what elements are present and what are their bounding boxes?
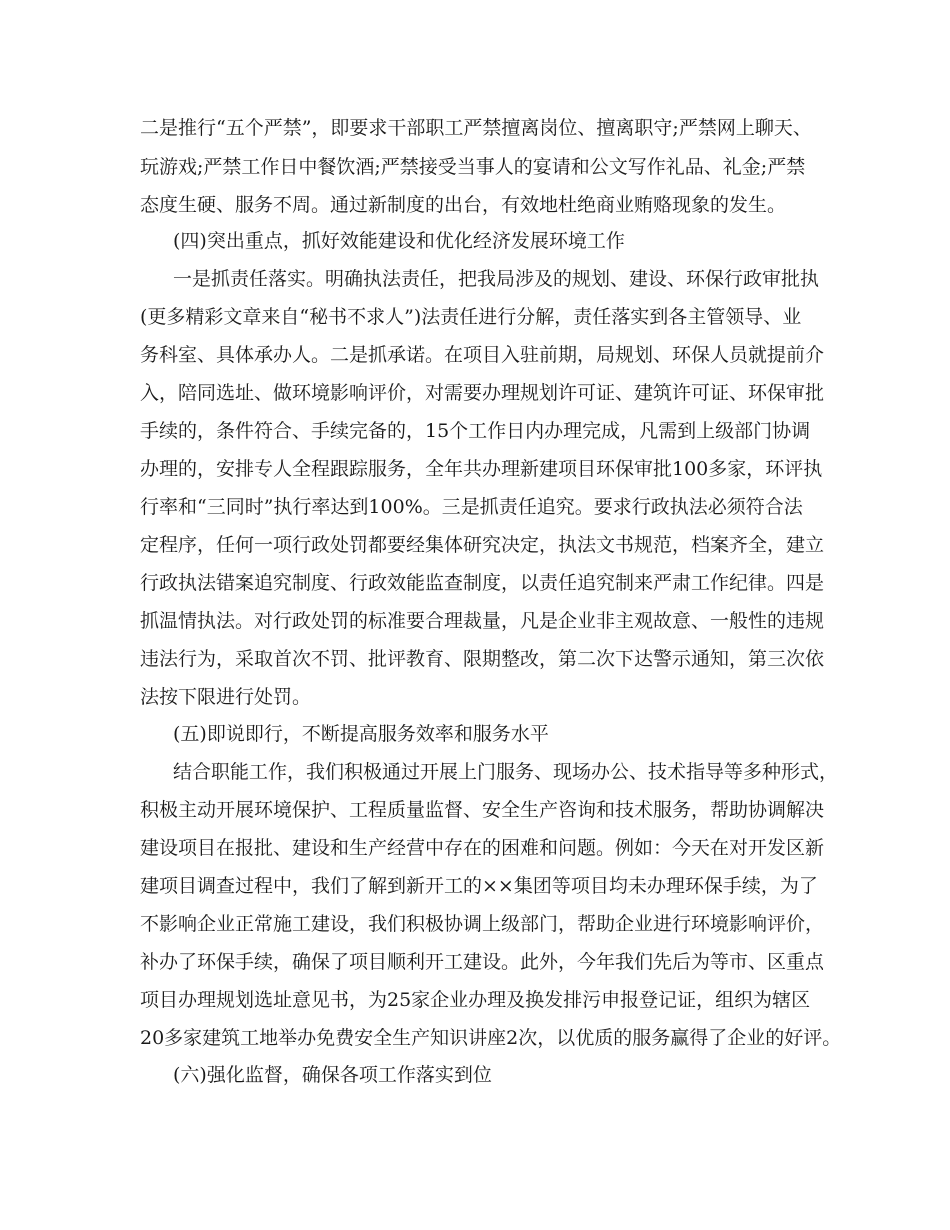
- text-line: 手续的，条件符合、手续完备的，15个工作日内办理完成，凡需到上级部门协调: [140, 420, 811, 442]
- text-line: 行政执法错案追究制度、行政效能监查制度，以责任追究制来严肃工作纪律。四是: [140, 572, 825, 594]
- text-line: 违法行为，采取首次不罚、批评教育、限期整改，第二次下达警示通知，第三次依: [140, 648, 825, 670]
- text-line: 行率和“三同时”执行率达到100%。三是抓责任追究。要求行政执法必须符合法: [140, 496, 803, 518]
- text-line: 积极主动开展环境保护、工程质量监督、安全生产咨询和技术服务，帮助协调解决: [140, 799, 825, 821]
- text-line: 务科室、具体承办人。二是抓承诺。在项目入驻前期，局规划、环保人员就提前介: [140, 344, 825, 366]
- text-line: 一是抓责任落实。明确执法责任，把我局涉及的规划、建设、环保行政审批执: [173, 268, 820, 290]
- text-line: 入，陪同选址、做环境影响评价，对需要办理规划许可证、建筑许可证、环保审批: [140, 382, 825, 404]
- text-line: 抓温情执法。对行政处罚的标准要合理裁量，凡是企业非主观故意、一般性的违规: [140, 610, 825, 632]
- text-line: 不影响企业正常施工建设，我们积极协调上级部门，帮助企业进行环境影响评价，: [140, 913, 825, 935]
- text-line: 建设项目在报批、建设和生产经营中存在的困难和问题。例如：今天在对开发区新: [140, 837, 825, 859]
- text-line: 办理的，安排专人全程跟踪服务，全年共办理新建项目环保审批100多家，环评执: [140, 458, 823, 480]
- text-line: 建项目调查过程中，我们了解到新开工的××集团等项目均未办理环保手续，为了: [140, 875, 818, 897]
- section-heading: (五)即说即行，不断提高服务效率和服务水平: [173, 723, 549, 745]
- text-line: 态度生硬、服务不周。通过新制度的出台，有效地杜绝商业贿赂现象的发生。: [140, 194, 787, 216]
- text-line: 二是推行“五个严禁”，即要求干部职工严禁擅离岗位、擅离职守;严禁网上聊天、: [140, 117, 812, 139]
- section-heading: (六)强化监督，确保各项工作落实到位: [173, 1064, 492, 1086]
- text-line: 补办了环保手续，确保了项目顺利开工建设。此外，今年我们先后为等市、区重点: [140, 951, 825, 973]
- section-heading: (四)突出重点，抓好效能建设和优化经济发展环境工作: [173, 230, 625, 252]
- text-line: 玩游戏;严禁工作日中餐饮酒;严禁接受当事人的宴请和公文写作礼品、礼金;严禁: [140, 156, 806, 178]
- text-line: 定程序，任何一项行政处罚都要经集体研究决定，执法文书规范，档案齐全，建立: [140, 534, 825, 556]
- text-line: 结合职能工作，我们积极通过开展上门服务、现场办公、技术指导等多种形式，: [173, 761, 839, 783]
- text-line: 项目办理规划选址意见书，为25家企业办理及换发排污申报登记证，组织为辖区: [140, 989, 811, 1011]
- text-line: 法按下限进行处罚。: [140, 686, 312, 708]
- text-line: 20多家建筑工地举办免费安全生产知识讲座2次，以优质的服务赢得了企业的好评。: [140, 1027, 842, 1049]
- text-line: (更多精彩文章来自“秘书不求人”)法责任进行分解，责任落实到各主管领导、业: [140, 306, 802, 328]
